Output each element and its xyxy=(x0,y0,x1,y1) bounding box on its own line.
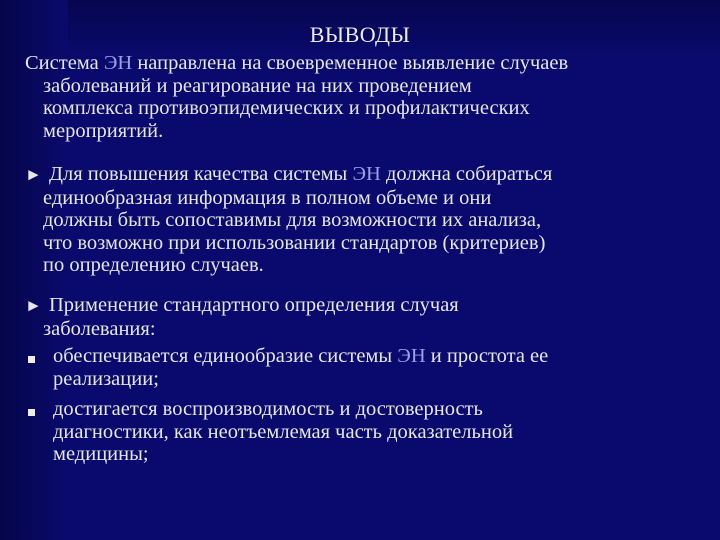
paragraph-line: что возможно при использовании стандартов (критериев) xyxy=(43,231,546,254)
paragraph-line: мероприятий. xyxy=(43,119,164,142)
paragraph-line: реализации; xyxy=(53,367,159,390)
paragraph-system-purpose xyxy=(25,52,705,142)
square-bullet-icon xyxy=(28,409,35,416)
paragraph-line: диагностики, как неотъемлемая часть доказательной xyxy=(53,420,514,443)
sub-bullet-uniformity xyxy=(53,345,703,390)
triangle-bullet-icon: ► xyxy=(25,165,42,184)
paragraph-line: комплекса противоэпидемических и профилактических xyxy=(43,97,530,119)
paragraph-line: заболеваний и реагирование на них проведением xyxy=(43,74,472,97)
paragraph-line: должны быть сопоставимы для возможности их анализа, xyxy=(43,209,542,231)
slide-title: ВЫВОДЫ xyxy=(309,22,411,47)
paragraph-line: единообразная информация в полном объеме и они xyxy=(43,186,492,209)
accent-term: ЭН xyxy=(352,163,381,185)
paragraph-lead-line: достигается воспроизводимость и достоверность xyxy=(53,398,483,420)
paragraph-lead-line: ► Применение стандартного определения случая xyxy=(25,294,459,316)
square-bullet-icon xyxy=(28,356,35,363)
paragraph-standard-definition xyxy=(25,294,705,340)
paragraph-line: медицины; xyxy=(53,443,149,465)
paragraph-line: заболевания: xyxy=(43,317,156,340)
paragraph-lead-line: обеспечивается единообразие системы ЭН и простота ее xyxy=(53,345,549,367)
paragraph-lead-line: ► Для повышения качества системы ЭН должна собираться xyxy=(25,163,553,185)
paragraph-lead-line: Система ЭН направлена на своевременное выявление случаев xyxy=(25,52,569,74)
sub-bullet-reproducibility xyxy=(53,398,703,466)
triangle-bullet-icon: ► xyxy=(25,296,42,315)
accent-term: ЭН xyxy=(397,345,426,367)
paragraph-line: по определению случаев. xyxy=(43,254,264,276)
accent-term: ЭН xyxy=(103,52,133,74)
paragraph-quality xyxy=(25,163,705,277)
